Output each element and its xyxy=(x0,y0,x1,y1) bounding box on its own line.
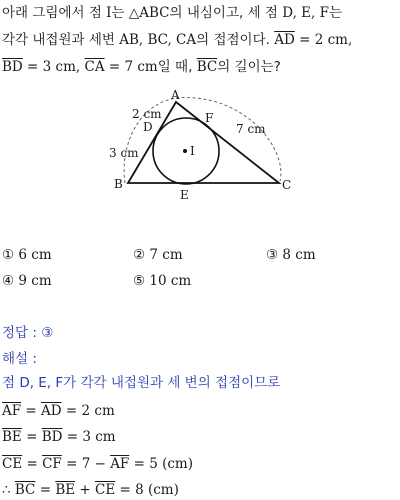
label-a: A xyxy=(171,88,180,102)
choice-5[interactable]: ⑤ 10 cm xyxy=(133,273,192,289)
equation-3: $\overline{CE} = \overline{CF} = 7 - \overline{AF} = 5$ (cm) xyxy=(2,456,193,472)
choice-2[interactable]: ② 7 cm xyxy=(133,247,183,263)
choice-1[interactable]: ① 6 cm xyxy=(2,247,52,263)
label-d: D xyxy=(143,120,153,134)
equation-4: ∴ $\overline{BC} = \overline{BE} + \overline{CE} = 8$ (cm) xyxy=(2,482,179,498)
incenter-dot xyxy=(183,149,187,153)
label-c: C xyxy=(282,178,292,192)
problem-line-3: $\overline{BD} = 3$ cm, $\overline{CA} = 7$ cm일 때, $\overline{BC}$의 길이는? xyxy=(2,59,281,75)
label-i: I xyxy=(190,144,195,158)
label-b: B xyxy=(114,177,123,191)
label-e: E xyxy=(180,188,189,202)
length-ad: 2 cm xyxy=(132,107,162,121)
equation-2: $\overline{BE} = \overline{BD} = 3$ cm xyxy=(2,429,116,445)
dashed-arc-right xyxy=(176,98,281,181)
length-cf: 7 cm xyxy=(236,122,266,136)
problem-line-2: 각각 내접원과 세변 AB, BC, CA의 접점이다. $\overline{AD} = 2$ cm, xyxy=(2,32,353,48)
explanation-heading: 해설 : xyxy=(2,351,37,367)
label-f: F xyxy=(205,111,214,125)
equation-1: $\overline{AF} = \overline{AD} = 2$ cm xyxy=(2,403,115,419)
problem-line-1: 아래 그림에서 점 I는 △ABC의 내심이고, 세 점 D, E, F는 xyxy=(2,5,343,21)
choice-4[interactable]: ④ 9 cm xyxy=(2,273,52,289)
choice-3[interactable]: ③ 8 cm xyxy=(266,247,316,263)
length-bd: 3 cm xyxy=(109,146,139,160)
explanation-intro: 점 D, E, F가 각각 내접원과 세 변의 접점이므로 xyxy=(2,375,281,391)
answer-label: 정답 : ③ xyxy=(2,325,54,341)
